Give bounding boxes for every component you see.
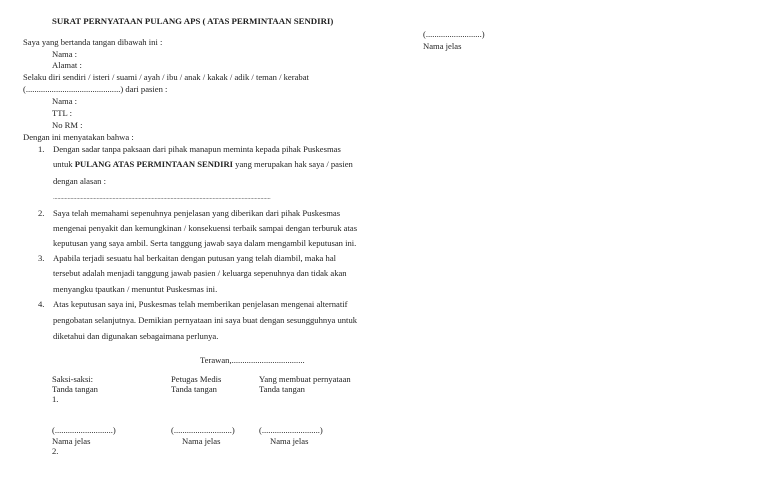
petugas-dots: (...........................) [171, 425, 235, 435]
statement-text: Dengan ini menyatakan bahwa : [23, 132, 134, 142]
saksi-title: Saksi-saksi: [52, 374, 94, 384]
field-ttl: TTL : [52, 108, 72, 118]
pembuat-sub: Tanda tangan [259, 384, 305, 394]
relation-text: Selaku diri sendiri / isteri / suami / ayah / ibu / anak / kakak / adik / teman / kerabat [23, 72, 309, 82]
field-nama-2: Nama : [52, 96, 78, 106]
item-3-line-2: tersebut adalah menjadi tanggung jawab pasien / keluarga sepenuhnya dan tidak akan [53, 268, 347, 278]
item-number: 3. [38, 253, 45, 263]
item-1-line-1: Dengan sadar tanpa paksaan dari pihak manapun meminta kepada pihak Puskesmas [53, 144, 341, 154]
item-1-line-2: untuk PULANG ATAS PERMINTAAN SENDIRI yang merupakan hak saya / pasien [53, 159, 353, 169]
saksi-number-2: 2. [52, 446, 59, 456]
item-3-line-3: menyangku tpautkan / menuntut Puskesmas ini. [53, 284, 218, 294]
item-2-line-2: mengenai penyakit dan kemungkinan / konsekuensi terbaik sampai dengan terburuk atas [53, 223, 358, 233]
field-no-rm: No RM : [52, 120, 83, 130]
saksi-number-1: 1. [52, 394, 59, 404]
petugas-name: Nama jelas [182, 436, 221, 446]
saksi-sub: Tanda tangan [52, 384, 98, 394]
petugas-sub: Tanda tangan [171, 384, 217, 394]
field-nama-1: Nama : [52, 49, 78, 59]
pembuat-title: Yang membuat pernyataan [259, 374, 351, 384]
place-date: Terawan,.................................. [200, 355, 305, 365]
saksi-dots: (...........................) [52, 425, 116, 435]
petugas-title: Petugas Medis [171, 374, 222, 384]
field-alamat: Alamat : [52, 60, 82, 70]
item-4-line-1: Atas keputusan saya ini, Puskesmas telah memberikan penjelasan mengenai alternatif [53, 299, 348, 309]
item-2-line-3: keputusan yang saya ambil. Serta tanggung jawab saya dalam mengambil keputusan ini. [53, 238, 357, 248]
item-3-line-1: Apabila terjadi sesuatu hal berkaitan dengan putusan yang telah diambil, maka hal [53, 253, 337, 263]
document-title: SURAT PERNYATAAN PULANG APS ( ATAS PERMINTAAN SENDIRI) [52, 16, 334, 26]
pembuat-name: Nama jelas [270, 436, 309, 446]
top-right-dots: (..........................) [423, 29, 485, 39]
item-1-line-3: dengan alasan : [53, 176, 106, 186]
top-right-name: Nama jelas [423, 41, 462, 51]
intro-text: Saya yang bertanda tangan dibawah ini : [23, 37, 163, 47]
reason-dots: ...................................................................................................................................................... [53, 193, 271, 201]
item-4-line-3: diketahui dan digunakan sebagaimana perlunya. [53, 331, 219, 341]
item-2-line-1: Saya telah memahami sepenuhnya penjelasan yang diberikan dari pihak Puskesmas [53, 208, 341, 218]
item-number: 1. [38, 144, 45, 154]
patient-line: (............................................) dari pasien : [23, 84, 168, 94]
saksi-name: Nama jelas [52, 436, 91, 446]
pembuat-dots: (...........................) [259, 425, 323, 435]
item-4-line-2: pengobatan selanjutnya. Demikian pernyataan ini saya buat dengan sesungguhnya untuk [53, 315, 358, 325]
item-number: 2. [38, 208, 45, 218]
item-number: 4. [38, 299, 45, 309]
